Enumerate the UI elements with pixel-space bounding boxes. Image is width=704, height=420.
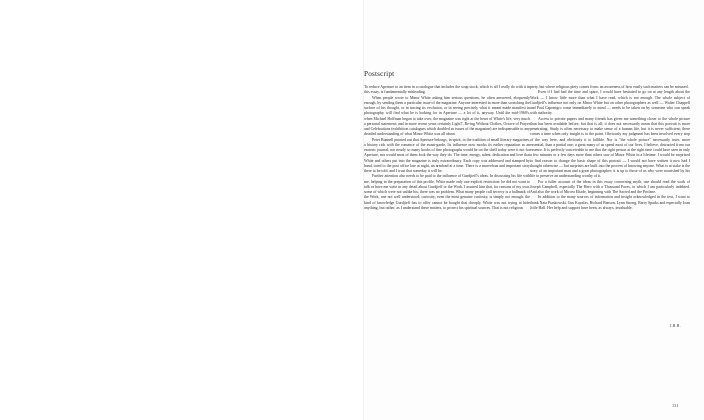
paragraph: Even if I had had the time and space, I would have hesitated to go on at any length about the Work — I know little more than what I have read, which is not enough. The whole subject of Gurdjieff's influence not only on Minor White but on other photographers as well — Walter Chappell and Paul Caponigro come immediately to mind — needs to be taken on by someone who can speak with authority. [530, 90, 690, 116]
paragraph: Further attention also needs to be paid to the influence of Gurdjieff's ideas. In discussing his life with me, helping in the preparation of this profile, White made only one explicit restriction: he did not want to talk or have me write in any detail about Gurdjieff or the Work. I assured him that, for reasons of my own, some of which were not unlike his, there was no problem. What many people call secrecy is a hallmark of the Work, one not well understood; curiosity, even the most genuine curiosity, is simply not enough: the kind of knowledge Gurdjieff has to offer cannot be bought that cheaply. White was not trying to hide anything, but rather, as I understand these matters, to protect his spiritual sources. That is not religious [364, 174, 530, 210]
paragraph: For a fuller account of the ideas in this essay concerning myth, one should read the work of Joseph Campbell, especially The Hero with a Thousand Faces, to which I am particularly indebted. And also the work of Mircea Eliade, beginning with The Sacred and the Profane. [530, 179, 690, 194]
text-column-right [530, 85, 690, 211]
paragraph: When people wrote to Minor White asking him serious questions, he often answered, eloquently enough, by sending them a particular issue of the magazine. Anyone interested in more than scratching the surface of his thought, or in tracing its evolution, or in seeing precisely what it meant made manifest in photography, will find what he is looking for in Aperture — a lot of it, anyway. Until the mid-1960's, when Michael Hoffman began to take over, the magazine was right at the heart of White's life, very much a personal statement; and in more recent years certainly Light7, Be-ing Without Clothes, Octave of Prayer and Celebrations (exhibition catalogues which doubled as issues of the magazine) are indispensable to any detailed understanding of what Minor White was all about. [364, 95, 530, 137]
section-title: Postscript [364, 70, 395, 78]
paragraph: Peter Bunnell pointed out that Aperture belongs, in spirit, to the tradition of small literary magazines, a history rich with the romance of the avant-garde. Its influence now mocks its earlier reputation as an esoteric journal; not nearly so many books of fine photographs would be on the shelf today were it not for Aperture, nor would most of them look the way they do. The time, energy, talent, dedication and love that White and others put into the magazine is truly extraordinary. Each copy was addressed and stamped by hand, toted to the post office late at night, an armload at a time. There is a marvelous and important story there to be told, and I trust that someday it will be. [364, 137, 530, 173]
author-initials: J.B.H. [670, 324, 681, 328]
text-column-left [364, 85, 530, 211]
paragraph: Access to private papers and many friends has given me something closer to the whole picture than has been available before, but that is all; it does not necessarily mean that this portrait is more penetrating. Study is often necessary to make sense of a human life, but it is never sufficient; there comes a time when only insight is to the point. Obviously my judgment has been involved every step of the way here, and obviously it is fallible. Nor is "the whole picture" necessarily truer, more essential, than a partial one; a great many of us spend most of our lives, I believe, distracted from our essence. It is perfectly conceivable to me that the right person at the right time could have seen in only a few minutes or a few days more than others saw of Minor White in a lifetime. I would be surprised to find reason to change the basic shape of this portrait — I would not have written it now had I thought otherwise — but surprises are built into the process of knowing anyone. What is at stake is the story of an important man and a great photographer; it is up to those of us who were nourished by his life to preserve an understanding worthy of it. [530, 116, 690, 179]
paragraph: piety, but where religious piety comes from: an awareness of how easily such matters can be misused. [530, 85, 689, 89]
paragraph: To reduce Aperture to an item in a catalogue that includes the soup stock, which is all I really do with it in this essay, is fundamentally misleading. [364, 85, 530, 95]
page-number: 131 [672, 403, 679, 408]
paragraph: In addition to the many sources of information and insight acknowledged in the text, I want to thank Nata Piaskowski, Gus Kayafas, Richard Benson, Lynn Strong, Barry Sparks and especially Joan Jolfe Hall. Her help and support have been, as always, invaluable. [530, 195, 690, 210]
